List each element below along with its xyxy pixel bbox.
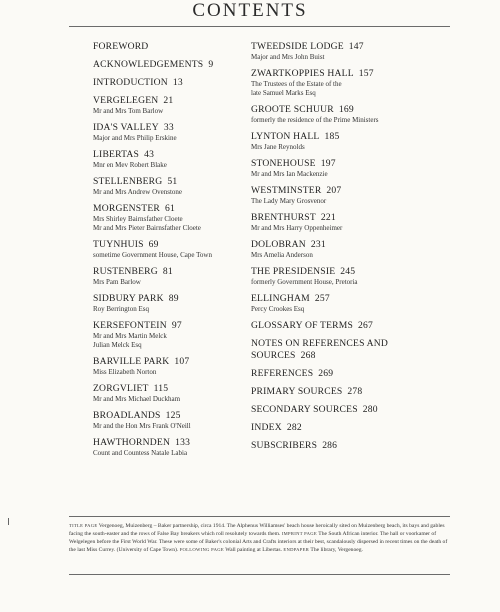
entry-page-number: 43 (144, 149, 155, 160)
contents-entry (251, 239, 456, 260)
contents-entry (93, 437, 268, 458)
entry-page-number: 268 (300, 350, 316, 361)
contents-entry (93, 383, 268, 404)
entry-owner: Mnr en Mev Robert Blake (93, 161, 167, 169)
contents-entry (251, 368, 456, 380)
entry-page-number: 197 (320, 158, 336, 169)
entry-owner: formerly the residence of the Prime Ministers (251, 116, 379, 124)
entry-title-text: ACKNOWLEDGEMENTS (93, 59, 204, 70)
entry-title-text: INDEX (251, 422, 282, 433)
page-title: CONTENTS (192, 0, 308, 21)
contents-entry (251, 266, 456, 287)
entry-title-text: GROOTE SCHUUR (251, 104, 334, 115)
entry-title-text: LYNTON HALL (251, 131, 320, 142)
contents-entry (251, 41, 456, 62)
entry-owner: Roy Berrington Esq (93, 305, 149, 313)
entry-page-number: 257 (314, 293, 330, 304)
entry-title-text: SOURCES (251, 350, 296, 361)
entry-title (251, 404, 456, 416)
contents-entry (251, 338, 456, 362)
caption-label-endpaper: ENDPAPER (283, 547, 310, 552)
entry-page-number: 245 (340, 266, 356, 277)
entry-title (93, 176, 268, 188)
entry-page-number: 13 (172, 77, 183, 88)
entry-owner: formerly Government House, Pretoria (251, 278, 358, 286)
contents-entry (93, 176, 268, 197)
entry-title (93, 149, 268, 161)
entry-title-text: BRENTHURST (251, 212, 316, 223)
entry-owner: Miss Elizabeth Norton (93, 368, 157, 376)
entry-title (251, 41, 456, 53)
entry-title (251, 131, 456, 143)
entry-page-number: 125 (165, 410, 181, 421)
entry-owner: Mrs Shirley Bairnsfather Cloete (93, 215, 183, 223)
entry-title (251, 158, 456, 170)
entry-owner: Mrs Amelia Anderson (251, 251, 313, 259)
entry-title-text: BARVILLE PARK (93, 356, 170, 367)
entry-page-number: 280 (362, 404, 378, 415)
contents-entry (251, 68, 456, 98)
entry-title (93, 293, 268, 305)
entry-title-text: STONEHOUSE (251, 158, 316, 169)
entry-page-number: 286 (322, 440, 338, 451)
entry-owner: The Trustees of the Estate of the (251, 80, 342, 88)
entry-title-text: FOREWORD (93, 41, 149, 52)
entry-title (251, 212, 456, 224)
entry-page-number: 231 (310, 239, 326, 250)
entry-page-number: 89 (168, 293, 179, 304)
entry-owner: Mr and Mrs Michael Duckham (93, 395, 181, 403)
entry-page-number: 69 (148, 239, 159, 250)
entry-page-number: 107 (174, 356, 190, 367)
entry-page-number: 33 (163, 122, 174, 133)
entry-page-number: 81 (162, 266, 173, 277)
entry-page-number: 207 (326, 185, 342, 196)
entry-title-text: ZWARTKOPPIES HALL (251, 68, 354, 79)
contents-entry (93, 410, 268, 431)
entry-title (93, 266, 268, 278)
entry-title-text: ZORGVLIET (93, 383, 149, 394)
entry-page-number: 147 (348, 41, 364, 52)
contents-entry (93, 122, 268, 143)
entry-owner: The Lady Mary Grosvenor (251, 197, 327, 205)
entry-title-text: PRIMARY SOURCES (251, 386, 343, 397)
entry-title (251, 68, 456, 80)
entry-owner: Major and Mrs Philip Erskine (93, 134, 177, 142)
entry-title (251, 239, 456, 251)
entry-title (93, 383, 268, 395)
contents-entry (251, 131, 456, 152)
caption-label-imprint: IMPRINT PAGE (281, 531, 317, 536)
contents-entry (251, 185, 456, 206)
contents-entry (93, 41, 268, 53)
entry-title-text: SUBSCRIBERS (251, 440, 318, 451)
entry-title (251, 338, 456, 362)
entry-title (93, 437, 268, 449)
contents-entry (251, 212, 456, 233)
contents-right-column (251, 41, 456, 458)
contents-entry (93, 95, 268, 116)
entry-title-text: RUSTENBERG (93, 266, 158, 277)
contents-entry (93, 356, 268, 377)
contents-entry (93, 320, 268, 350)
entry-owner: Mr and Mrs Ian Mackenzie (251, 170, 328, 178)
entry-title-text: SIDBURY PARK (93, 293, 164, 304)
entry-owner: Mr and Mrs Pieter Bairnsfather Cloete (93, 224, 201, 232)
entry-title (93, 410, 268, 422)
entry-title-text: LIBERTAS (93, 149, 140, 160)
contents-entry (251, 158, 456, 179)
caption-following-text: Wall painting at Libertas. (225, 547, 282, 553)
entry-title (93, 77, 268, 89)
caption-endpaper-text: The library, Vergenoeg. (310, 547, 363, 553)
caption-title-page-text: Vergenoeg, Muizenberg – Baker partnership, circa 1914. The Alphenus Williamses' beach house heroically sited on Muizenberg beach, its bays and gables facing the south-easter and the rows of False Bay breakers which roll resolutely towards them. (69, 523, 445, 537)
entry-page-number: 97 (171, 320, 182, 331)
entry-owner: Mr and Mrs Martin Melck (93, 332, 167, 340)
entry-owner: Mr and Mrs Harry Oppenheimer (251, 224, 343, 232)
entry-title (93, 41, 268, 53)
contents-entry (251, 440, 456, 452)
contents-entry (251, 320, 456, 332)
entry-page-number: 221 (320, 212, 336, 223)
entry-title (93, 356, 268, 368)
entry-title (251, 440, 456, 452)
contents-entry (93, 203, 268, 233)
entry-title (251, 386, 456, 398)
entry-title-text: KERSEFONTEIN (93, 320, 167, 331)
entry-page-number: 61 (165, 203, 176, 214)
entry-title-line (251, 338, 456, 350)
contents-entry (93, 149, 268, 170)
entry-title (251, 320, 456, 332)
entry-owner: Mr and Mrs Andrew Ovenstone (93, 188, 183, 196)
entry-title (251, 368, 456, 380)
contents-entry (251, 404, 456, 416)
entry-owner: Mr and Mrs Tom Barlow (93, 107, 164, 115)
entry-title-text: INTRODUCTION (93, 77, 168, 88)
entry-owner: late Samuel Marks Esq (251, 89, 316, 97)
caption-block (69, 522, 450, 554)
entry-title-text: HAWTHORNDEN (93, 437, 171, 448)
entry-title-line (251, 350, 456, 362)
entry-owner: Major and Mrs John Buist (251, 53, 325, 61)
entry-title-text: BROADLANDS (93, 410, 161, 421)
entry-page-number: 267 (358, 320, 374, 331)
entry-title (93, 239, 268, 251)
entry-page-number: 133 (175, 437, 191, 448)
entry-owner: Mrs Jane Reynolds (251, 143, 305, 151)
margin-mark (8, 518, 9, 525)
entry-title-text: TUYNHUIS (93, 239, 144, 250)
contents-left-column (93, 41, 268, 464)
caption-top-rule (69, 516, 450, 517)
entry-title (93, 320, 268, 332)
entry-owner: sometime Government House, Cape Town (93, 251, 212, 259)
entry-page-number: 185 (324, 131, 340, 142)
entry-page-number: 21 (163, 95, 174, 106)
entry-title-text: SECONDARY SOURCES (251, 404, 358, 415)
entry-title-text: THE PRESIDENSIE (251, 266, 336, 277)
entry-title-text: VERGELEGEN (93, 95, 159, 106)
title-rule (69, 26, 450, 27)
entry-page-number: 169 (338, 104, 354, 115)
contents-entry (93, 59, 268, 71)
entry-page-number: 278 (347, 386, 363, 397)
entry-title-text: TWEEDSIDE LODGE (251, 41, 344, 52)
caption-label-following: FOLLOWING PAGE (179, 547, 224, 552)
entry-title-text: STELLENBERG (93, 176, 163, 187)
entry-title (251, 293, 456, 305)
entry-title (251, 266, 456, 278)
entry-page-number: 51 (167, 176, 178, 187)
contents-entry (93, 266, 268, 287)
contents-entry (93, 77, 268, 89)
entry-title (93, 122, 268, 134)
entry-title-text: IDA'S VALLEY (93, 122, 159, 133)
entry-owner: Mrs Pam Barlow (93, 278, 141, 286)
entry-owner: Julian Melck Esq (93, 341, 142, 349)
entry-page-number: 115 (153, 383, 169, 394)
entry-title-text: WESTMINSTER (251, 185, 322, 196)
contents-entry (93, 293, 268, 314)
entry-title-text: REFERENCES (251, 368, 314, 379)
caption-bottom-rule (69, 574, 450, 575)
caption-imprint-text: The South African interior. The hall or voorkamer of Welgelegen before the First World War. These were some of Baker's colonial Arts and Crafts interiors at their best, scandalously dispersed in recent times on the death of the last Miss Currey. (University of Cape Town). (69, 531, 448, 553)
entry-title-text: MORGENSTER (93, 203, 161, 214)
entry-title (251, 104, 456, 116)
entry-title (93, 95, 268, 107)
entry-page-number: 269 (318, 368, 334, 379)
entry-page-number: 282 (286, 422, 302, 433)
entry-page-number: 9 (208, 59, 214, 70)
entry-title (93, 203, 268, 215)
entry-title (251, 422, 456, 434)
entry-title-text: NOTES ON REFERENCES AND (251, 338, 389, 349)
entry-page-number: 157 (358, 68, 374, 79)
entry-title (251, 185, 456, 197)
entry-owner: Mr and the Hon Mrs Frank O'Neill (93, 422, 191, 430)
entry-title-text: DOLOBRAN (251, 239, 306, 250)
caption-label-title-page: TITLE PAGE (69, 523, 98, 528)
entry-owner: Percy Crookes Esq (251, 305, 305, 313)
contents-entry (251, 422, 456, 434)
contents-entry (251, 386, 456, 398)
contents-entry (251, 104, 456, 125)
contents-entry (93, 239, 268, 260)
entry-owner: Count and Countess Natale Labia (93, 449, 188, 457)
contents-entry (251, 293, 456, 314)
entry-title (93, 59, 268, 71)
entry-title-text: ELLINGHAM (251, 293, 310, 304)
entry-title-text: GLOSSARY OF TERMS (251, 320, 354, 331)
